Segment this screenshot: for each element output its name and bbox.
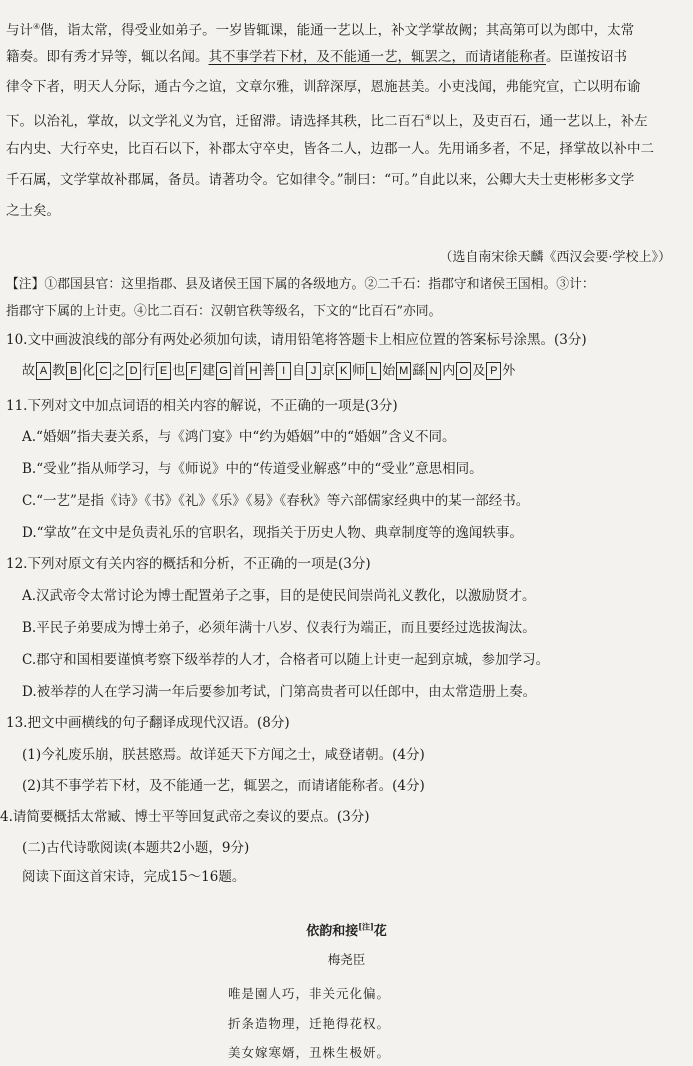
q10-answer-box-b[interactable]: B <box>66 362 81 380</box>
q13-stem: 13.把文中画横线的句子翻译成现代汉语。(8分) <box>6 715 290 731</box>
q10-char: 也 <box>172 363 186 379</box>
q11-stem: 11.下列对文中加点词语的相关内容的解说，不正确的一项是(3分) <box>6 398 398 414</box>
underlined-sentence: 其不事学若下材，及不能通一艺，辄罢之，而请诸能称者 <box>208 49 546 65</box>
q10-answer-box-k[interactable]: K <box>336 362 351 380</box>
q11-option-b: B.“受业”指从师学习，与《师说》中的“传道受业解惑”中的“受业”意思相同。 <box>22 461 483 477</box>
q11-option-a: A.“婚姻”指夫妻关系，与《鸿门宴》中“约为婚姻”中的“婚姻”含义不同。 <box>22 429 456 445</box>
q12-option-b: B.平民子弟要成为博士弟子，必须年满十八岁、仪表行为端正，而且要经过选拔淘汰。 <box>22 620 536 636</box>
q10-segments <box>22 362 515 381</box>
q10-char: 之 <box>112 363 126 379</box>
q10-answer-box-f[interactable]: F <box>186 362 201 380</box>
q10-answer-box-o[interactable]: O <box>456 362 471 380</box>
passage-line-7: 之士矣。 <box>6 203 60 219</box>
q12-option-c: C.郡守和国相要谨慎考察下级举荐的人才，合格者可以随上计吏一起到京城，参加学习。 <box>22 652 550 668</box>
q12-stem: 12.下列对原文有关内容的概括和分析，不正确的一项是(3分) <box>6 556 371 572</box>
q10-char: 师 <box>352 363 366 379</box>
q10-answer-box-j[interactable]: J <box>306 362 321 380</box>
q10-answer-box-i[interactable]: I <box>276 362 291 380</box>
q10-char: 教 <box>52 363 66 379</box>
q10-stem: 10.文中画波浪线的部分有两处必须加句读，请用铅笔将答题卡上相应位置的答案标号涂黑。(3分) <box>6 332 587 348</box>
q10-answer-box-d[interactable]: D <box>126 362 141 380</box>
q10-char: 自 <box>292 363 306 379</box>
q10-answer-box-h[interactable]: H <box>246 362 261 380</box>
poem-author: 梅尧臣 <box>327 952 366 967</box>
q10-char: 善 <box>262 363 276 379</box>
q10-answer-box-c[interactable]: C <box>96 362 111 380</box>
note-line-1: 【注】①郡国县官：这里指郡、县及诸侯王国下属的各级地方。②二千石：指郡守和诸侯王国相。③计： <box>6 277 595 292</box>
q10-char: 京 <box>322 363 336 379</box>
q10-char: 故 <box>22 363 36 379</box>
q10-char: 内 <box>442 363 456 379</box>
passage-line-6: 千石属，文学掌故补郡属，备员。请著功令。它如律令。”制曰：“可。”自此以来，公卿大夫士吏彬彬多文学 <box>6 172 635 188</box>
passage-source: （选自南宋徐天麟《西汉会要·学校上》） <box>439 250 671 265</box>
q13-item-2: (2)其不事学若下材，及不能通一艺，辄罢之，而请诸能称者。(4分) <box>22 778 425 794</box>
q10-char: 外 <box>502 363 516 379</box>
poem-line-3: 美女嫁寒婿，丑株生极妍。 <box>228 1045 391 1060</box>
q10-answer-box-n[interactable]: N <box>426 362 441 380</box>
q13-item-1: (1)今礼废乐崩，朕甚愍焉。故详延天下方闻之士，咸登诸朝。(4分) <box>22 747 425 763</box>
q14-stem: 4.请简要概括太常臧、博士平等回复武帝之奏议的要点。(3分) <box>0 809 370 825</box>
poem-line-2: 折条造物理，迁艳得花权。 <box>228 1016 391 1031</box>
q12-option-d: D.被举荐的人在学习满一年后要参加考试，门第高贵者可以任郎中，由太常造册上奏。 <box>22 684 537 700</box>
section2-instruction: 阅读下面这首宋诗，完成15～16题。 <box>22 869 246 885</box>
q10-answer-box-g[interactable]: G <box>216 362 231 380</box>
passage-line-3: 律令下者，明天人分际，通古今之谊，文章尔雅，训辞深厚，恩施甚美。小吏浅闻，弗能究宣，亡以明布谕 <box>6 79 641 95</box>
q10-answer-box-l[interactable]: L <box>366 362 381 380</box>
poem-title: 依韵和接[注]花 <box>306 921 387 939</box>
q10-char: 繇 <box>412 363 426 379</box>
q10-answer-box-a[interactable]: A <box>36 362 51 380</box>
passage-line-2: 籍奏。即有秀才异等，辄以名闻。其不事学若下材，及不能通一艺，辄罢之，而请诸能称者。臣谨按诏书 <box>6 49 627 65</box>
q11-option-d: D.“掌故”在文中是负责礼乐的官职名，现指关于历史人物、典章制度等的逸闻轶事。 <box>22 525 523 541</box>
q10-answer-box-m[interactable]: M <box>396 362 411 380</box>
passage-line-4: 下。以治礼，掌故，以文学礼义为官，迁留滞。请选择其秩，比二百石④以上，及吏百石，通一艺以上，补左 <box>6 113 648 130</box>
passage-line-1: 与计④偕，诣太常，得受业如弟子。一岁皆辄课，能通一艺以上，补文学掌故阙；其高第可以为郎中，太常 <box>6 22 635 39</box>
q10-answer-box-e[interactable]: E <box>156 362 171 380</box>
poem-line-1: 唯是園人巧，非关元化偏。 <box>228 986 391 1001</box>
passage-line-5: 右内史、大行卒史，比百石以下，补郡太守卒史，皆各二人，边郡一人。先用诵多者，不足，择掌故以补中二 <box>6 141 654 157</box>
q10-char: 及 <box>472 363 486 379</box>
q10-char: 始 <box>382 363 396 379</box>
section2-heading: (二)古代诗歌阅读(本题共2小题，9分) <box>22 840 250 856</box>
q10-char: 建 <box>202 363 216 379</box>
q11-option-c: C.“一艺”是指《诗》《书》《礼》《乐》《易》《春秋》等六部儒家经典中的某一部经书。 <box>22 493 530 509</box>
q10-char: 行 <box>142 363 156 379</box>
q10-answer-box-p[interactable]: P <box>486 362 501 380</box>
note-line-2: 指郡守下属的上计吏。④比二百石：汉朝官秩等级名，下文的“比百石”亦同。 <box>6 304 442 319</box>
q12-option-a: A.汉武帝令太常讨论为博士配置弟子之事，目的是使民间崇尚礼义教化，以激励贤才。 <box>22 588 536 604</box>
q10-char: 化 <box>82 363 96 379</box>
q10-char: 首 <box>232 363 246 379</box>
